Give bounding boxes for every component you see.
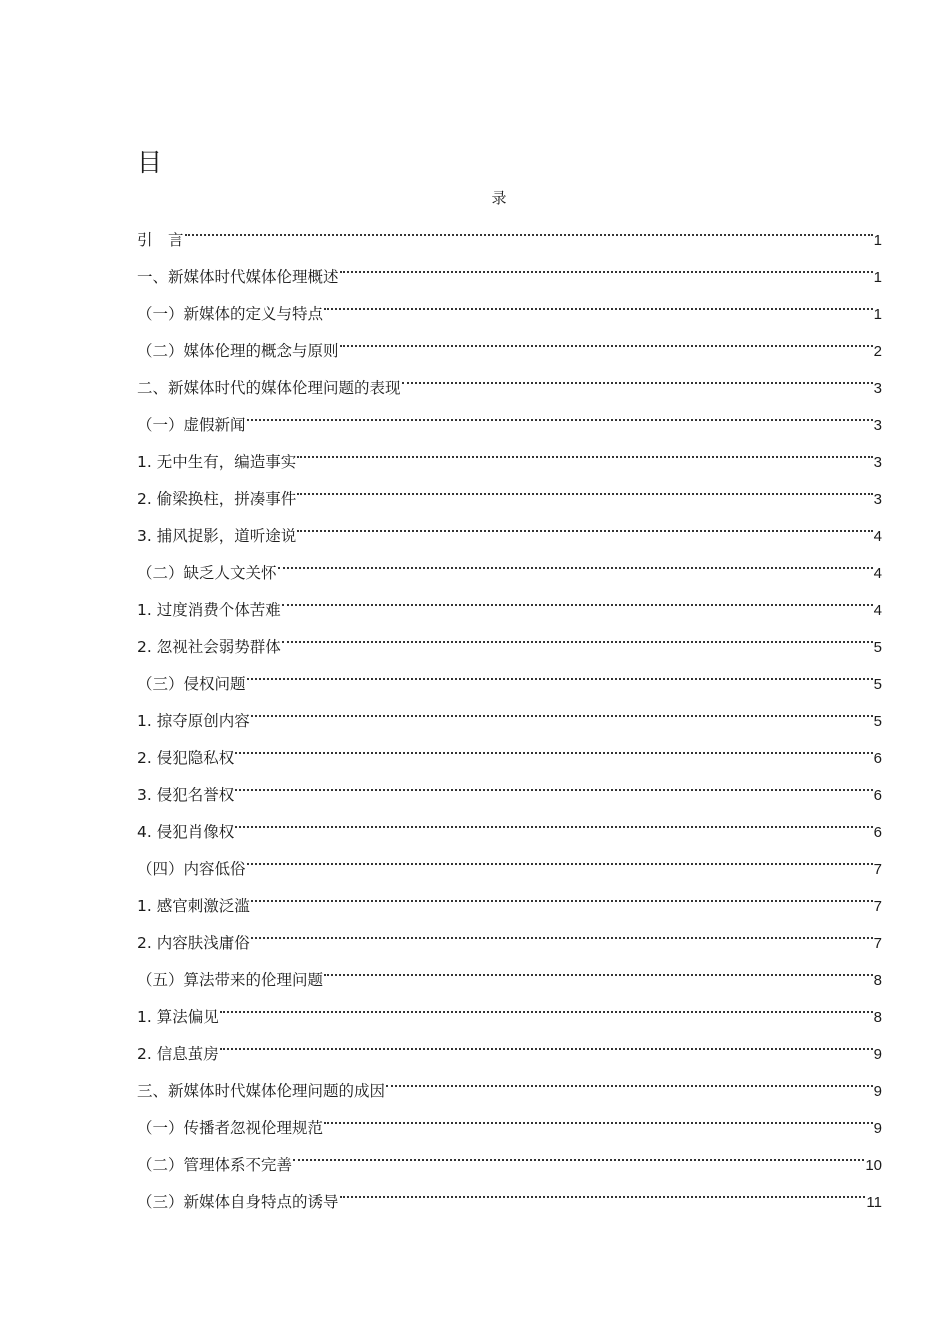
toc-entry-label: 3. 捕风捉影，道听途说	[137, 527, 297, 545]
toc-entry-label: （四）内容低俗	[137, 860, 246, 878]
toc-entry-page: 1	[873, 232, 882, 249]
toc-entry-page: 6	[873, 787, 882, 804]
toc-entry-label: 4. 侵犯肖像权	[137, 823, 235, 841]
toc-entry-page: 1	[873, 269, 882, 286]
toc-entry-label: 2. 偷梁换柱，拼凑事件	[137, 490, 297, 508]
toc-heading-part2: 录	[491, 189, 507, 207]
dot-leader	[278, 541, 873, 578]
toc-entry-page: 4	[873, 528, 882, 545]
toc-entry-label: 1. 算法偏见	[137, 1008, 219, 1026]
toc-entry-label: 2. 侵犯隐私权	[137, 749, 235, 767]
toc-entry-page: 5	[873, 639, 882, 656]
dot-leader	[324, 948, 873, 985]
toc-entry-2-3[interactable]	[137, 652, 882, 693]
dot-leader	[235, 726, 872, 763]
toc-entry-2-5-1[interactable]	[137, 985, 882, 1026]
dot-leader	[340, 1170, 866, 1207]
toc-entry-page: 4	[873, 602, 882, 619]
toc-entry-page: 5	[873, 713, 882, 730]
toc-entry-page: 7	[873, 861, 882, 878]
toc-entry-page: 10	[865, 1157, 882, 1174]
toc-entry-label: （二）管理体系不完善	[137, 1156, 293, 1174]
toc-entry-label: 3. 侵犯名誉权	[137, 786, 235, 804]
toc-entry-label: 一、新媒体时代媒体伦理概述	[137, 268, 339, 286]
toc-entry-page: 3	[873, 417, 882, 434]
toc-entry-2-1-1[interactable]	[137, 430, 882, 471]
toc-entry-2-3-2[interactable]	[137, 726, 882, 767]
toc-entry-page: 8	[873, 1009, 882, 1026]
dot-leader	[220, 985, 873, 1022]
toc-entry-page: 7	[873, 898, 882, 915]
dot-leader	[247, 837, 873, 874]
dot-leader	[386, 1059, 873, 1096]
toc-entry-label: 2. 内容肤浅庸俗	[137, 934, 250, 952]
toc-entry-label: 2. 忽视社会弱势群体	[137, 638, 281, 656]
dot-leader	[235, 800, 872, 837]
toc-entry-2-5-2[interactable]	[137, 1022, 882, 1063]
dot-leader	[247, 652, 873, 689]
toc-entry-page: 1	[873, 306, 882, 323]
toc-entry-page: 4	[873, 565, 882, 582]
dot-leader	[185, 208, 873, 245]
toc-entry-page: 9	[873, 1046, 882, 1063]
toc-entry-label: 引 言	[137, 231, 184, 249]
toc-entry-page: 3	[873, 380, 882, 397]
dot-leader	[324, 1096, 873, 1133]
toc-entry-label: （五）算法带来的伦理问题	[137, 971, 324, 989]
toc-entry-label: （二）缺乏人文关怀	[137, 564, 277, 582]
toc-entry-label: （一）传播者忽视伦理规范	[137, 1119, 324, 1137]
dot-leader	[247, 393, 873, 430]
dot-leader	[251, 689, 873, 726]
dot-leader	[402, 356, 873, 393]
toc-entry-label: 2. 信息茧房	[137, 1045, 219, 1063]
dot-leader	[297, 467, 872, 504]
toc-entry-page: 9	[873, 1083, 882, 1100]
toc-entry-label: （一）新媒体的定义与特点	[137, 305, 324, 323]
dot-leader	[235, 763, 872, 800]
toc-entry-label: （二）媒体伦理的概念与原则	[137, 342, 339, 360]
toc-entry-page: 3	[873, 491, 882, 508]
toc-entry-page: 5	[873, 676, 882, 693]
dot-leader	[251, 874, 873, 911]
toc-entry-label: 二、新媒体时代的媒体伦理问题的表现	[137, 379, 401, 397]
toc-entry-label: （一）虚假新闻	[137, 416, 246, 434]
toc-entry-2-3-4[interactable]	[137, 800, 882, 841]
toc-entry-page: 3	[873, 454, 882, 471]
toc-entry-label: （三）新媒体自身特点的诱导	[137, 1193, 339, 1211]
dot-leader	[297, 430, 872, 467]
toc-entry-2-4[interactable]	[137, 837, 882, 878]
toc-entry-label: 1. 掠夺原创内容	[137, 712, 250, 730]
dot-leader	[297, 504, 872, 541]
toc-entry-section-3[interactable]	[137, 1059, 882, 1100]
toc-entry-label: 1. 感官刺激泛滥	[137, 897, 250, 915]
toc-entry-2-4-1[interactable]	[137, 874, 882, 915]
toc-entry-2-1[interactable]	[137, 393, 882, 434]
toc-entry-section-1[interactable]	[137, 245, 882, 286]
dot-leader	[282, 615, 873, 652]
toc-entry-2-3-1[interactable]	[137, 689, 882, 730]
toc-entry-page: 2	[873, 343, 882, 360]
toc-entry-page: 6	[873, 824, 882, 841]
dot-leader	[282, 578, 873, 615]
dot-leader	[293, 1133, 864, 1170]
dot-leader	[340, 319, 873, 356]
dot-leader	[220, 1022, 873, 1059]
toc-entry-label: （三）侵权问题	[137, 675, 246, 693]
dot-leader	[340, 245, 873, 282]
toc-entry-intro[interactable]	[137, 208, 882, 249]
toc-entry-page: 9	[873, 1120, 882, 1137]
toc-entry-label: 1. 无中生有，编造事实	[137, 453, 297, 471]
toc-heading-part1: 目	[137, 148, 163, 177]
toc-entry-page: 7	[873, 935, 882, 952]
dot-leader	[324, 282, 873, 319]
table-of-contents	[137, 208, 882, 1211]
dot-leader	[251, 911, 873, 948]
toc-entry-2-3-3[interactable]	[137, 763, 882, 804]
toc-entry-label: 1. 过度消费个体苦难	[137, 601, 281, 619]
toc-entry-label: 三、新媒体时代媒体伦理问题的成因	[137, 1082, 386, 1100]
toc-entry-page: 6	[873, 750, 882, 767]
toc-entry-page: 8	[873, 972, 882, 989]
toc-entry-page: 11	[866, 1194, 882, 1211]
